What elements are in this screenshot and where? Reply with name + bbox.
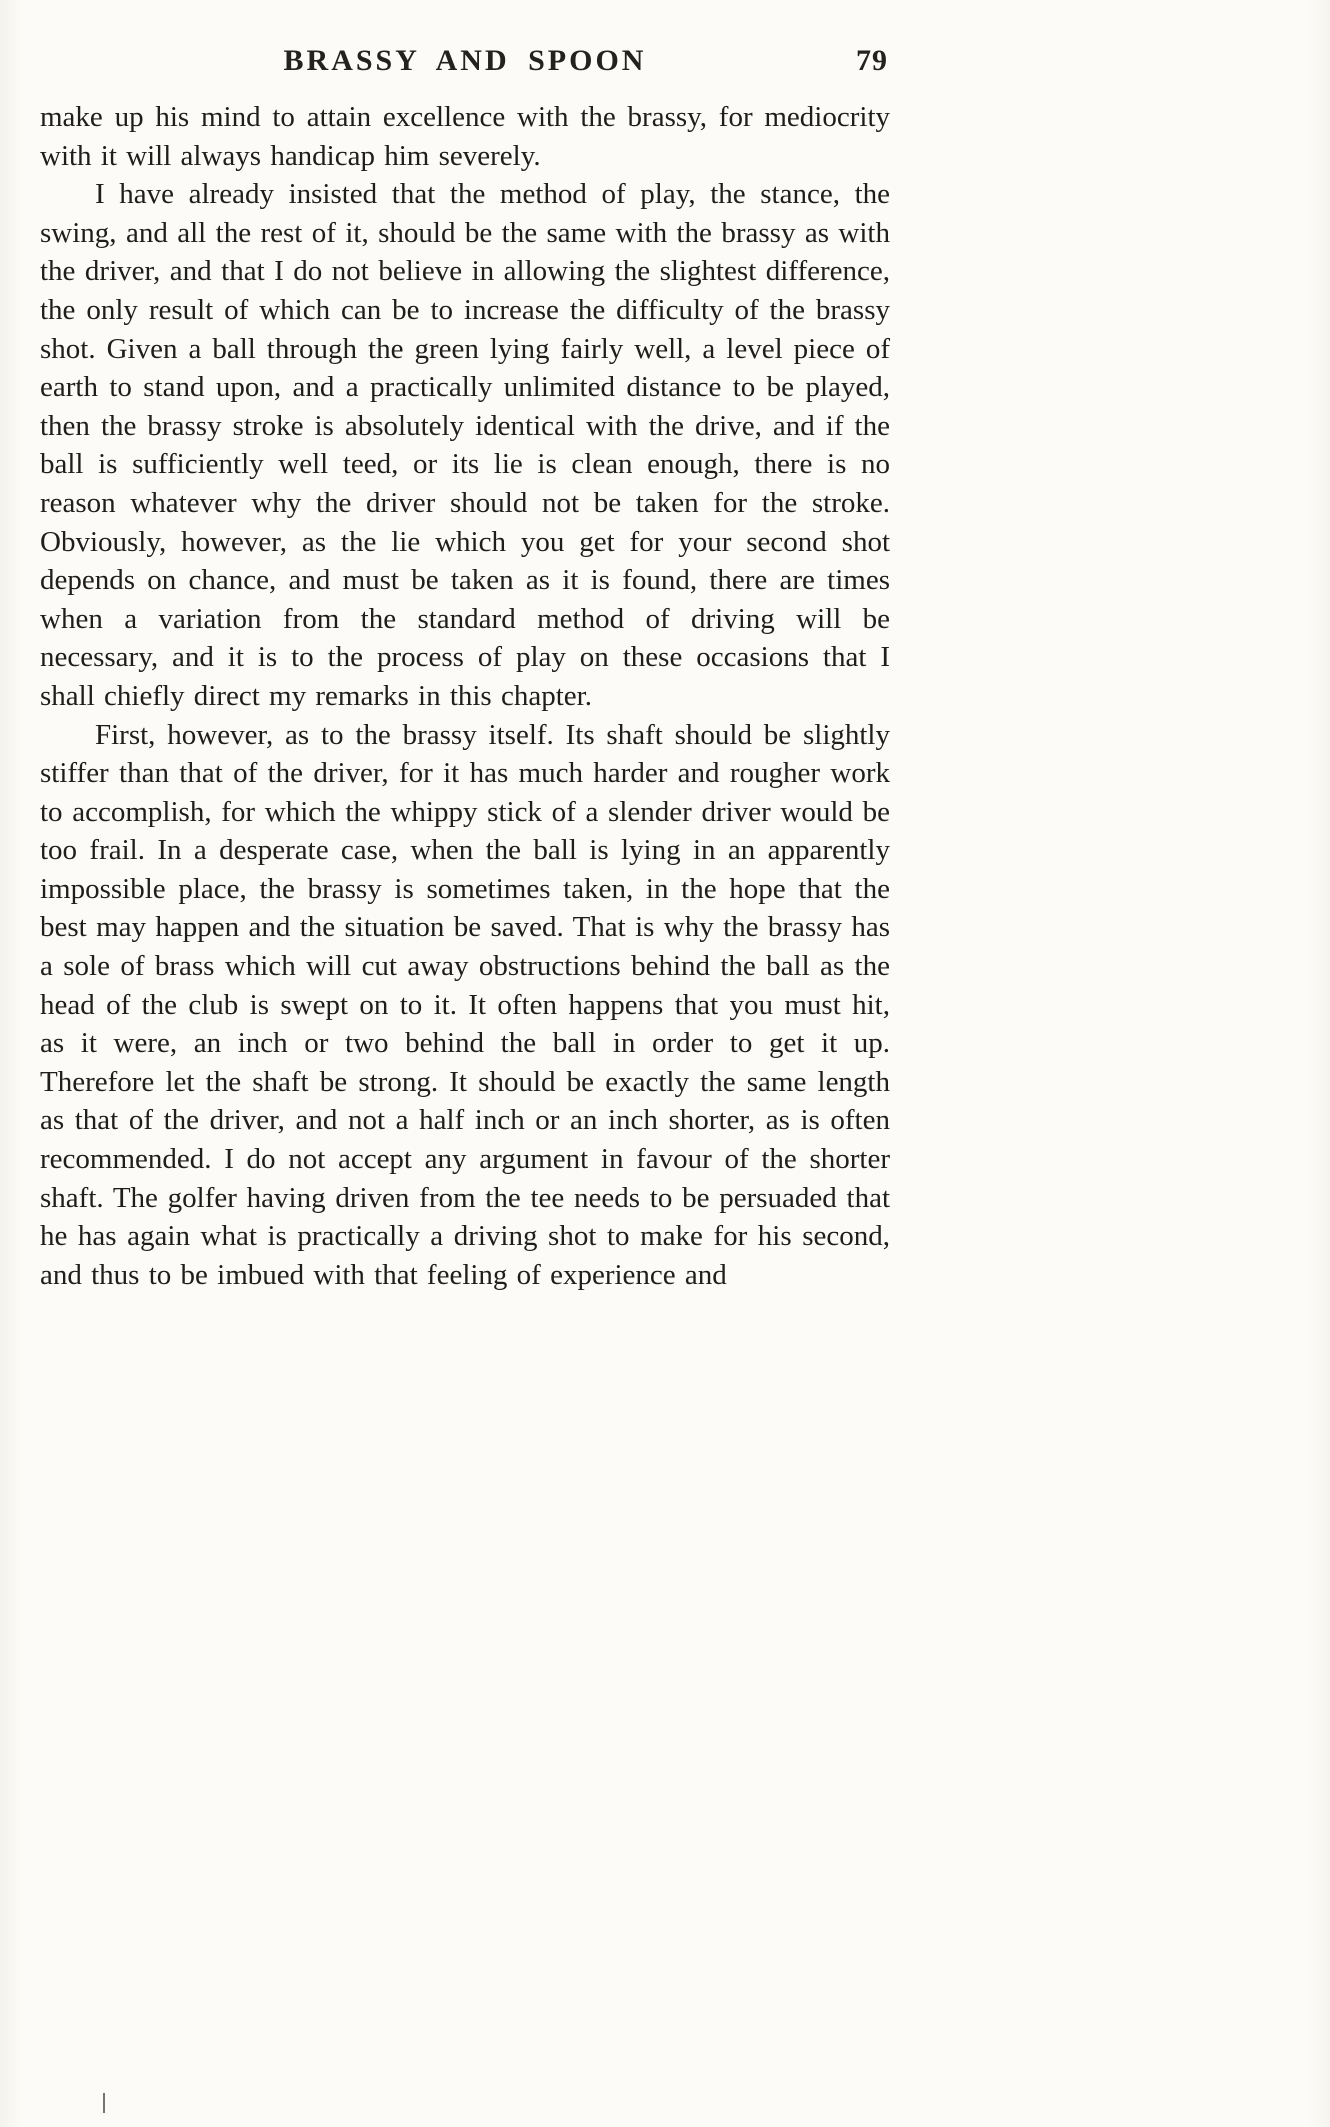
paragraph-continuation: make up his mind to attain excellence with the brassy, for mediocrity with it will always handicap him severely.	[40, 101, 890, 172]
page-header	[40, 42, 890, 86]
paragraph: I have already insisted that the method of play, the stance, the swing, and all the rest of it, should be the same with the brassy as with the driver, and that I do not believe in allowing the slightest difference, the only result of which can be to increase the difficulty of the brassy shot. Given a ball through the green lying fairly well, a level piece of earth to stand upon, and a practically unlimited distance to be played, then the brassy stroke is absolutely identical with the drive, and if the ball is sufficiently well teed, or its lie is clean enough, there is no reason whatever why the driver should not be taken for the stroke. Obviously, however, as the lie which you get for your second shot depends on chance, and must be taken as it is found, there are times when a variation from the standard method of driving will be necessary, and it is to the process of play on these occasions that I shall chiefly direct my remarks in this chapter.	[40, 178, 890, 712]
text-block	[40, 42, 890, 1294]
body-text	[40, 98, 890, 1294]
page-number: 79	[856, 44, 888, 77]
paragraph: First, however, as to the brassy itself. Its shaft should be slightly stiffer than that of the driver, for it has much harder and rougher work to accomplish, for which the whippy stick of a slender driver would be too frail. In a desperate case, when the ball is lying in an apparently impossible place, the brassy is sometimes taken, in the hope that the best may happen and the situation be saved. That is why the brassy has a sole of brass which will cut away obstructions behind the ball as the head of the club is swept on to it. It often happens that you must hit, as it were, an inch or two behind the ball in order to get it up. Therefore let the shaft be strong. It should be exactly the same length as that of the driver, and not a half inch or an inch shorter, as is often recommended. I do not accept any argument in favour of the shorter shaft. The golfer having driven from the tee needs to be persuaded that he has again what is practically a driving shot to make for his second, and thus to be imbued with that feeling of experience and	[40, 718, 890, 1291]
scan-artifact	[103, 2093, 105, 2113]
running-title: BRASSY AND SPOON	[283, 44, 647, 77]
